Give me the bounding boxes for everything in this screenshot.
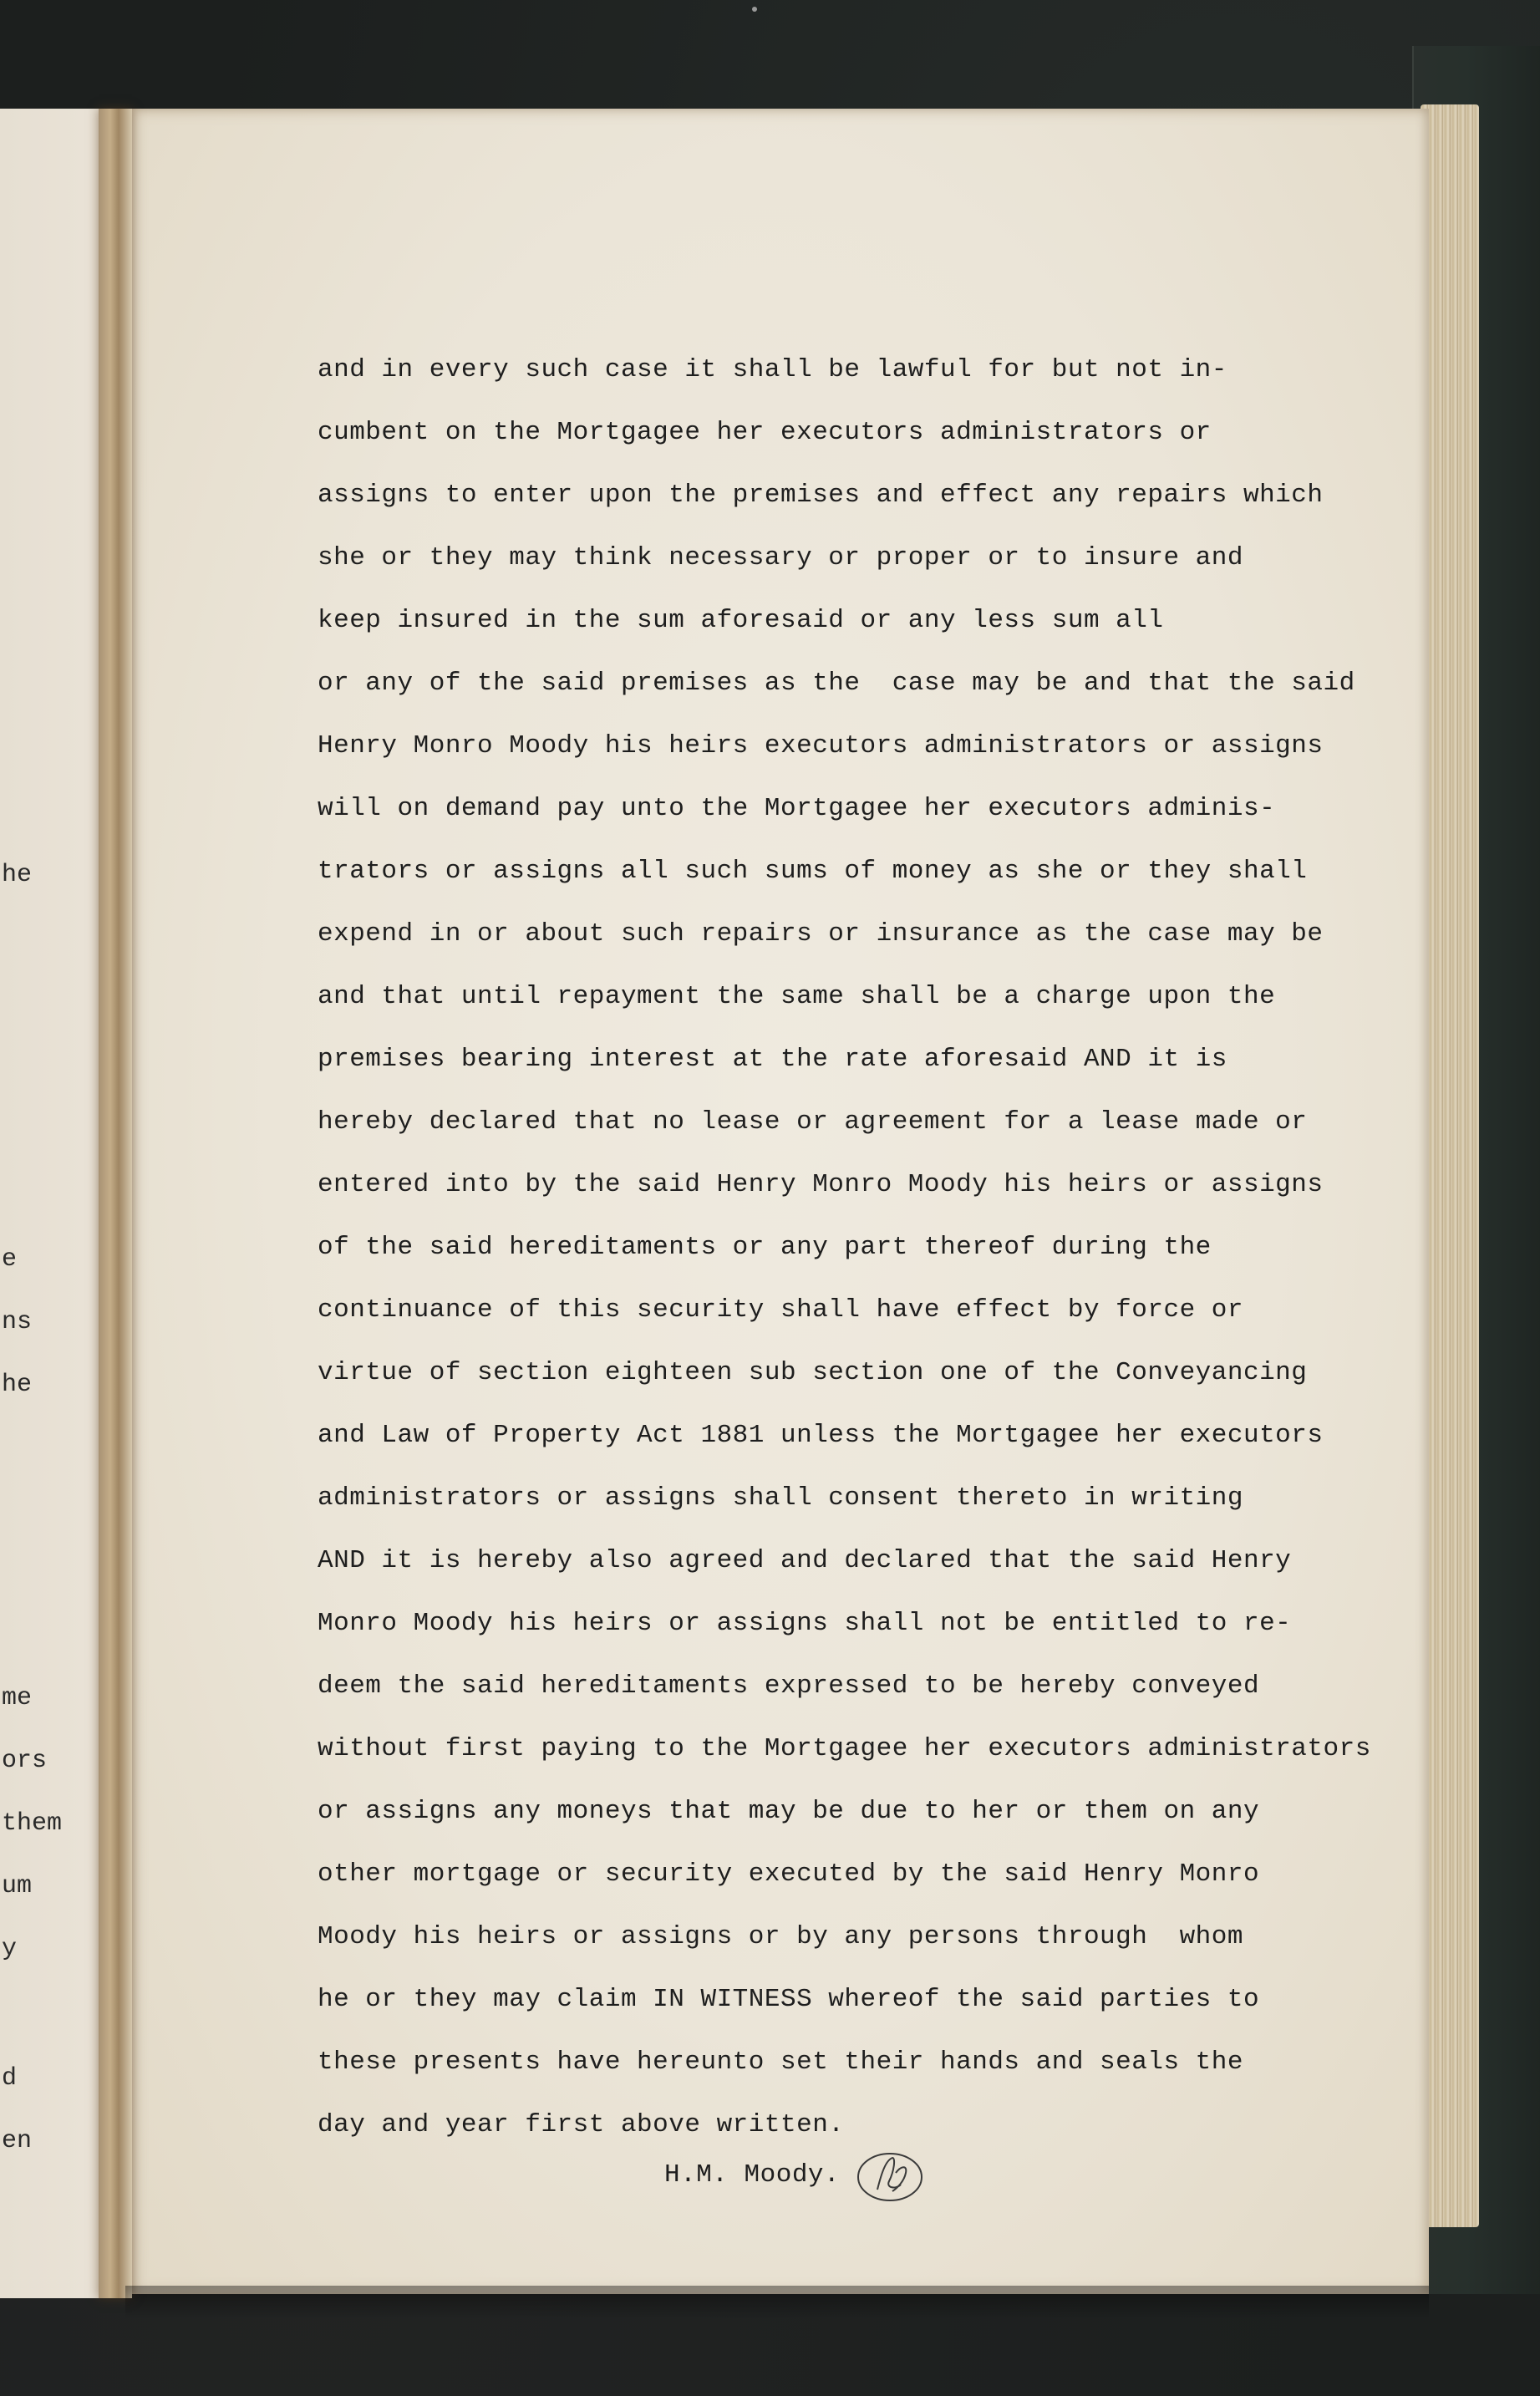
text-line: deem the said hereditaments expressed to be hereby conveyed [318,1671,1260,1701]
text-line: day and year first above written. [318,2110,845,2139]
text-line: AND it is hereby also agreed and declared that the said Henry [318,1546,1292,1575]
text-line: or assigns any moneys that may be due to her or them on any [318,1797,1260,1826]
loose-thread [752,7,757,12]
text-line: premises bearing interest at the rate aforesaid AND it is [318,1045,1227,1074]
left-fragment: ors [2,1747,48,1775]
text-line: she or they may think necessary or proper or to insure and [318,543,1243,572]
text-line: and in every such case it shall be lawful for but not in- [318,355,1227,384]
left-fragment: y [2,1935,18,1963]
text-line: cumbent on the Mortgagee her executors administrators or [318,418,1212,447]
text-line: will on demand pay unto the Mortgagee her executors adminis- [318,794,1276,823]
left-fragment: um [2,1872,33,1900]
left-fragment: them [2,1809,63,1838]
text-line: and that until repayment the same shall be a charge upon the [318,982,1276,1011]
text-line: assigns to enter upon the premises and effect any repairs which [318,481,1324,510]
signature: H.M. Moody. [664,2160,841,2190]
left-fragment: he [2,861,33,889]
book-gutter [99,109,132,2298]
text-line: without first paying to the Mortgagee her executors administrators [318,1734,1371,1763]
page-bottom-shadow [125,2286,1429,2319]
text-line: he or they may claim IN WITNESS whereof the said parties to [318,1985,1260,2014]
text-line: entered into by the said Henry Monro Moody his heirs or assigns [318,1170,1324,1199]
left-fragment: me [2,1684,33,1712]
text-line: virtue of section eighteen sub section one of the Conveyancing [318,1358,1308,1387]
text-line: Moody his heirs or assigns or by any persons through whom [318,1922,1243,1951]
left-fragment: e [2,1245,18,1274]
text-line: continuance of this security shall have effect by force or [318,1295,1243,1325]
seal-mark-icon [852,2148,928,2206]
text-line: of the said hereditaments or any part thereof during the [318,1233,1212,1262]
left-fragment: he [2,1371,33,1399]
text-line: Monro Moody his heirs or assigns shall not be entitled to re- [318,1609,1292,1638]
text-line: hereby declared that no lease or agreement for a lease made or [318,1107,1308,1137]
text-line: or any of the said premises as the case may be and that the said [318,669,1355,698]
left-fragment: ns [2,1308,33,1336]
deed-body-text [318,338,1421,2156]
text-line: and Law of Property Act 1881 unless the Mortgagee her executors [318,1421,1324,1450]
text-line: keep insured in the sum aforesaid or any less sum all [318,606,1164,635]
text-line: expend in or about such repairs or insurance as the case may be [318,919,1324,949]
text-line: other mortgage or security executed by the said Henry Monro [318,1859,1260,1889]
text-line: trators or assigns all such sums of money as she or they shall [318,857,1308,886]
left-fragment: d [2,2064,18,2093]
text-line: these presents have hereunto set their hands and seals the [318,2048,1243,2077]
left-fragment: en [2,2127,33,2155]
page-edges [1421,104,1479,2227]
text-line: administrators or assigns shall consent thereto in writing [318,1483,1243,1513]
text-line: Henry Monro Moody his heirs executors administrators or assigns [318,731,1324,761]
